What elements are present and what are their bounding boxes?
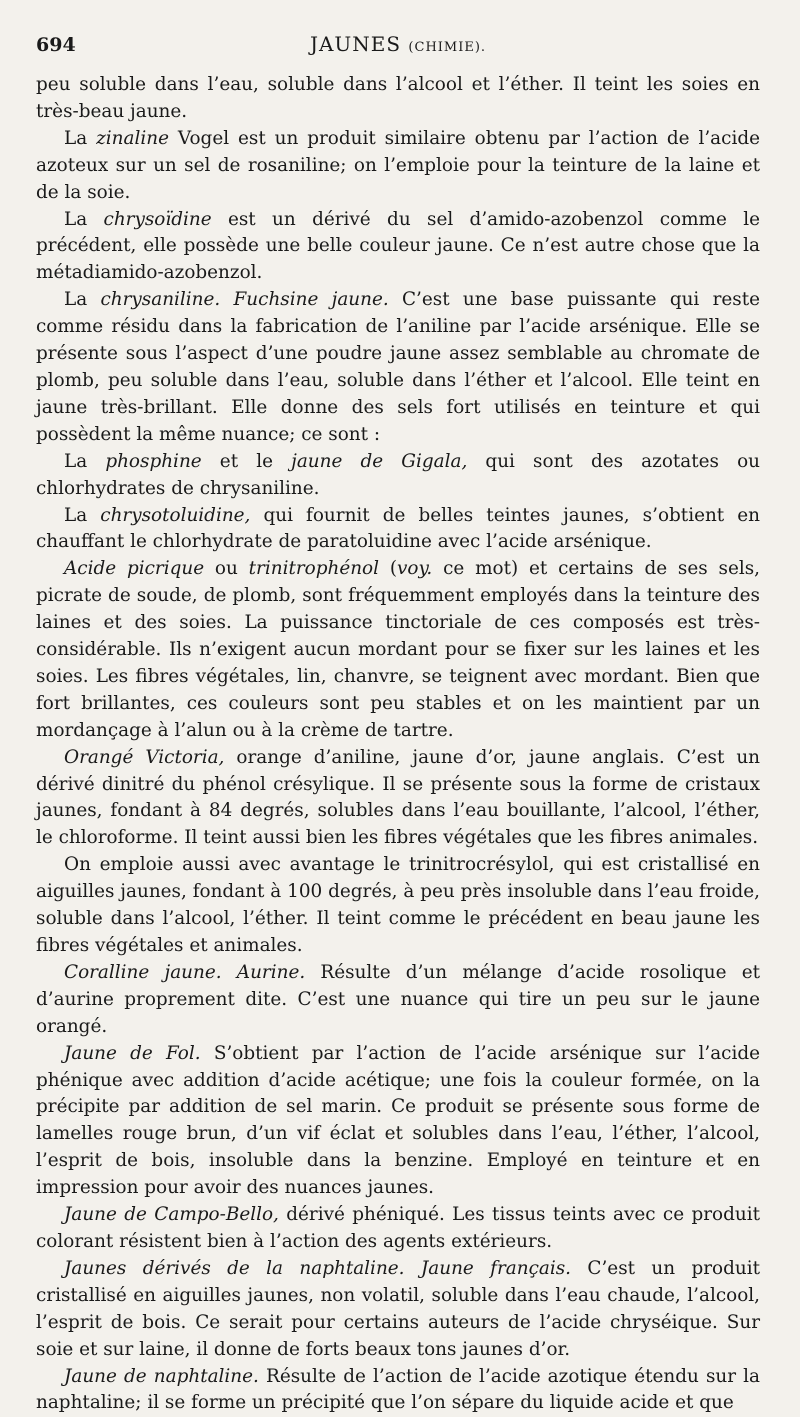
page-number: 694 bbox=[36, 34, 76, 56]
paragraph bbox=[36, 126, 760, 207]
paragraph bbox=[36, 1364, 760, 1417]
text-run: C’est une base puissante qui reste comme résidu dans la fabrication de l’aniline par l’acide arsénique. Elle se présente sous l’aspect d’une poudre jaune assez semblable au chromate de plomb, peu soluble dans l’eau, soluble dans l’éther et l’alcool. Elle teint en jaune très-brillant. Elle donne des sels fort utilisés en teinture et qui possèdent la même nuance; ce sont : bbox=[36, 289, 760, 445]
paragraph bbox=[36, 1202, 760, 1256]
text-run: On emploie aussi avec avantage le trinitrocrésylol, qui est cristallisé en aiguilles jaunes, fondant à 100 degrés, à peu près insoluble dans l’eau froide, soluble dans l’alcool, l’éther. Il teint comme le précédent en beau jaune les fibres végétales et animales. bbox=[36, 854, 760, 956]
text-run: La bbox=[64, 128, 96, 149]
term-italic: jaune de Gigala, bbox=[291, 451, 467, 472]
term-italic: zinaline bbox=[96, 128, 169, 149]
text-run: dérivé phéniqué. Les tissus teints avec ce produit colorant résistent bien à l’action des agents extérieurs. bbox=[36, 1204, 760, 1252]
paragraph bbox=[36, 852, 760, 960]
text-run: Résulte de l’action de l’acide azotique étendu sur la naphtaline; il se forme un précipité que l’on sépare du liquide acide et que bbox=[36, 1366, 760, 1414]
text-run: La bbox=[64, 451, 105, 472]
term-italic: chrysotoluidine, bbox=[100, 505, 250, 526]
paragraph bbox=[36, 1256, 760, 1364]
page-header bbox=[36, 28, 760, 72]
paragraph bbox=[36, 503, 760, 557]
text-run: La bbox=[64, 289, 100, 310]
paragraph bbox=[36, 449, 760, 503]
text-run: C’est un produit cristallisé en aiguilles jaunes, non volatil, soluble dans l’eau chaude, l’alcool, l’esprit de bois. Ce serait pour certains auteurs de l’acide chryséique. Sur soie et sur laine, il donne de forts beaux tons jaunes d’or. bbox=[36, 1258, 760, 1360]
term-italic: chrysaniline. Fuchsine jaune. bbox=[100, 289, 388, 310]
paragraph bbox=[36, 287, 760, 448]
term-italic: chrysoïdine bbox=[104, 209, 212, 230]
term-italic: Jaunes dérivés de la naphtaline. Jaune français. bbox=[64, 1258, 571, 1279]
term-italic: trinitrophénol bbox=[249, 558, 379, 579]
running-head bbox=[36, 32, 760, 56]
text-run: est un dérivé du sel d’amido-azobenzol comme le précédent, elle possède une belle couleur jaune. Ce n’est autre chose que la métadiamido-azobenzol. bbox=[36, 209, 760, 284]
text-run: La bbox=[64, 505, 100, 526]
article-body bbox=[36, 72, 760, 1417]
term-italic: Acide picrique bbox=[64, 558, 204, 579]
text-run: qui sont des azotates ou chlorhydrates de chrysaniline. bbox=[36, 451, 760, 499]
text-run: ou bbox=[204, 558, 249, 579]
text-run: S’obtient par l’action de l’acide arsénique sur l’acide phénique avec addition d’acide acétique; une fois la couleur formée, on la précipite par addition de sel marin. Ce produit se présente sous forme de lamelles rouge brun, d’un vif éclat et solubles dans l’eau, l’éther, l’alcool, l’esprit de bois, insoluble dans la benzine. Employé en teinture et en impression pour avoir des nuances jaunes. bbox=[36, 1043, 760, 1199]
term-italic: voy. bbox=[397, 558, 432, 579]
term-italic: Jaune de Campo-Bello, bbox=[64, 1204, 279, 1225]
paragraph bbox=[36, 72, 760, 126]
term-italic: Orangé Victoria, bbox=[64, 747, 224, 768]
text-run: et le bbox=[202, 451, 291, 472]
text-run: Vogel est un produit similaire obtenu par l’action de l’acide azoteux sur un sel de rosaniline; on l’emploie pour la teinture de la laine et de la soie. bbox=[36, 128, 760, 203]
paragraph bbox=[36, 745, 760, 853]
paragraph bbox=[36, 207, 760, 288]
text-run: ce mot) et certains de ses sels, picrate de soude, de plomb, sont fréquemment employés dans la teinture des laines et des soies. La puissance tinctoriale de ces composés est très-considérable. Ils n’exigent aucun mordant pour se fixer sur les laines et les soies. Les fibres végétales, lin, chanvre, se teignent avec mordant. Bien que fort brillantes, ces couleurs sont peu stables et on les maintient par un mordançage à l’alun ou à la crème de tartre. bbox=[36, 558, 760, 740]
paragraph bbox=[36, 960, 760, 1041]
text-run: qui fournit de belles teintes jaunes, s’obtient en chauffant le chlorhydrate de paratoluidine avec l’acide arsénique. bbox=[36, 505, 760, 553]
text-run: peu soluble dans l’eau, soluble dans l’alcool et l’éther. Il teint les soies en très-beau jaune. bbox=[36, 74, 760, 122]
text-run: Résulte d’un mélange d’acide rosolique et d’aurine proprement dite. C’est une nuance qui tire un peu sur le jaune orangé. bbox=[36, 962, 760, 1037]
term-italic: Coralline jaune. Aurine. bbox=[64, 962, 305, 983]
text-run: orange d’aniline, jaune d’or, jaune anglais. C’est un dérivé dinitré du phénol crésylique. Il se présente sous la forme de cristaux jaunes, fondant à 84 degrés, solubles dans l’eau bouillante, l’alcool, l’éther, le chloroforme. Il teint aussi bien les fibres végétales que les fibres animales. bbox=[36, 747, 760, 849]
term-italic: Jaune de naphtaline. bbox=[64, 1366, 259, 1387]
paragraph bbox=[36, 556, 760, 744]
term-italic: phosphine bbox=[105, 451, 201, 472]
running-head-title: JAUNES bbox=[310, 32, 401, 56]
running-head-subtitle: (CHIMIE). bbox=[408, 40, 486, 55]
text-run: La bbox=[64, 209, 104, 230]
paragraph bbox=[36, 1041, 760, 1202]
text-run: ( bbox=[379, 558, 397, 579]
term-italic: Jaune de Fol. bbox=[64, 1043, 201, 1064]
